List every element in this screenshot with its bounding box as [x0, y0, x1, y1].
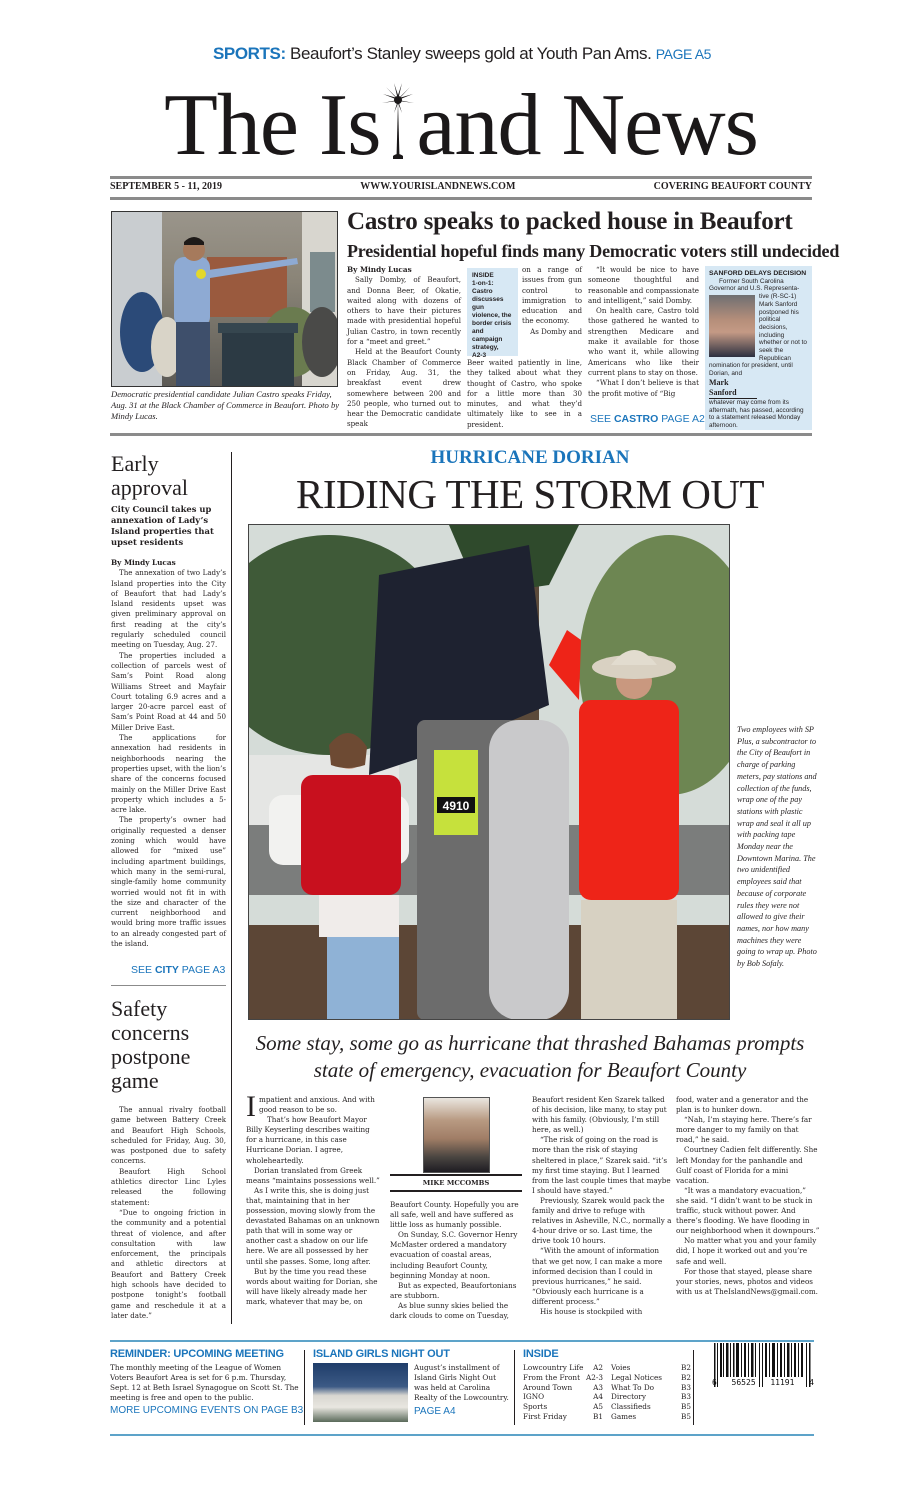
girls-night-text: August’s installment of Island Girls Night Out was held at Carolina Realty of the Lowcountry. [414, 1363, 509, 1402]
sanford-photo [709, 295, 755, 357]
inside-list-right [611, 1363, 691, 1422]
castro-column-2-top: on a range of issues from gun control to immigration to education and the economy. As Domby and [522, 265, 582, 336]
see-castro-link[interactable]: SEE CASTRO PAGE A2 [590, 413, 705, 425]
barcode-digit-1: 6 [712, 1378, 717, 1387]
inside-list-left [523, 1363, 603, 1422]
more-events-link[interactable]: MORE UPCOMING EVENTS ON PAGE B3 [110, 1405, 304, 1416]
girls-night-headline: ISLAND GIRLS NIGHT OUT [313, 1348, 450, 1360]
hurricane-deck: Some stay, some go as hurricane that thrashed Bahamas prompts state of emergency, evacuation for Beaufort County [255, 1031, 805, 1082]
meter-zone-number: 4910 [442, 799, 470, 813]
inside-item[interactable]: Legal Notices B2 [611, 1372, 691, 1382]
inside-item[interactable]: Games B5 [611, 1411, 691, 1421]
castro-column-1: By Mindy Lucas Sally Domby, of Beaufort, and Donna Beer, of Okatie, waited along with dozens of others to have their pictures made with presidential hopeful Julian Castro, in town recently for a “meet and greet.” Held at the Beaufort County Black Chamber of Commerce on Friday, Aug. 31, the breakfast event drew somewhere between 200 and 250 people, who turned out to hear the Democratic candidate speak [347, 265, 461, 429]
coverage-area: COVERING BEAUFORT COUNTY [653, 181, 812, 192]
castro-byline: By Mindy Lucas [347, 265, 412, 274]
hurricane-kicker: HURRICANE DORIAN [430, 447, 630, 468]
early-approval-headline[interactable]: Early approval [111, 451, 188, 500]
folio-rule-top [110, 176, 812, 179]
hurricane-column-4: food, water and a generator and the plan is to hunker down. “Nah, I’m staying here. There’s far more danger to my family on that road,” he said. Courtney Cadien felt differently. She left Monday for the panhandle and Gulf coast of Florida for a mini vacation. “It was a mandatory evacuation,” she said. “I didn’t want to be stuck in traffic, stuck without power. And there’s flooding. We have flooding in our neighborhood when it downpours.” No matter what you and your family did, I hope it worked out and you’re safe and well. For those that stayed, please share your stories, news, photos and videos with us at TheIslandNews@gmail.com. [676, 1095, 820, 1296]
columnist-name: MIKE MCCOMBS [422, 1179, 490, 1187]
castro-photo [111, 211, 338, 387]
masthead-title-right: and News [416, 77, 758, 174]
castro-column-2-bottom: Beer waited patiently in line, they talked about what they thought of Castro, who spoke for a little more than 30 minutes, and what they’d ultimately like to see in a president. [467, 358, 582, 429]
inside-item[interactable]: From the Front A2-3 [523, 1372, 603, 1382]
columnist-rule-top [390, 1174, 522, 1176]
hurricane-photo [248, 524, 730, 1020]
barcode-icon [712, 1343, 814, 1397]
hurricane-column-2: Beaufort County. Hopefully you are all safe, well and have suffered as little loss as humanly possible. On Sunday, S.C. Governor Henry McMaster ordered a mandatory evacuation of coastal areas, including Beaufort County, beginning Monday at noon. But as expected, Beaufortonians are stubborn. As blue sunny skies belied the dark clouds to come on Tuesday, [390, 1200, 519, 1321]
folio-line [110, 181, 812, 195]
early-approval-body: By Mindy Lucas The annexation of two Lady’s Island properties into the City of Beaufort that had Lady’s Island residents upset was given preliminary approval on first reading at the city’s regularly scheduled council meeting on Tuesday, Aug. 27. The properties included a collection of parcels west of Sam’s Point Road along Williams Street and Mayfair Court totaling 6.9 acres and a larger 20-acre parcel east of Sam’s Point Road at 44 and 50 Miller Drive East. The applications for annexation had residents in neighborhoods nearing the properties upset, with the lion’s share of the concerns focused mainly on the Miller Drive East property which includes a 5-acre lake. The property’s owner had originally requested a denser zoning which would have allowed for “mixed use” including apartment buildings, which many in the semi-rural, single-family home community worried would not fit in with the size and character of the current neighborhood and would bring more traffic issues to an already congested part of the island. [111, 558, 227, 948]
reminder-headline: REMINDER: UPCOMING MEETING [110, 1348, 284, 1360]
barcode-digit-4: 4 [809, 1378, 814, 1387]
left-column-rule [231, 452, 232, 1324]
girls-night-photo [313, 1363, 408, 1422]
see-city-link[interactable]: SEE CITY PAGE A3 [131, 964, 226, 976]
palmetto-tree-icon [380, 80, 416, 160]
footer-rule-bottom [110, 1434, 814, 1436]
castro-photo-caption: Democratic presidential candidate Julian Castro speaks Friday, Aug. 31 at the Black Chamber of Commerce in Beaufort. Photo by Mindy Lucas. [111, 389, 340, 421]
early-approval-deck: City Council takes up annexation of Lady’s Island properties that upset residents [111, 504, 214, 547]
girls-night-page-link[interactable]: PAGE A4 [414, 1406, 456, 1417]
inside-headline: INSIDE [523, 1348, 559, 1360]
website-link[interactable]: WWW.YOURISLANDNEWS.COM [360, 181, 516, 192]
left-column-divider [111, 985, 226, 986]
footer-rule-top [110, 1340, 814, 1342]
footer-divider-3 [693, 1350, 694, 1425]
footer-divider-1 [304, 1350, 305, 1425]
drop-cap: I [246, 1090, 256, 1123]
hurricane-headline[interactable]: RIDING THE STORM OUT [296, 471, 764, 517]
section-rule [110, 433, 812, 436]
hurricane-photo-caption: Two employees with SP Plus, a subcontractor to the City of Beaufort in charge of parking meters, pay stations and collection of the funds, wrap one of the pay stations with plastic wrap and seal it all up with packing tape Monday near the Downtown Marina. The two unidentified employees said that because of corporate rules they were not allowed to give their names, nor how many machines they were going to wrap up. Photo by Bob Sofaly. [737, 725, 817, 969]
columnist-photo [423, 1097, 490, 1173]
reminder-text: The monthly meeting of the League of Women Voters Beaufort Area is set for 6 p.m. Thursday, Sept. 12 at Beth Israel Synagogue on Scott St. The meeting is free and open to the public. [110, 1363, 299, 1402]
inside-item[interactable]: First Friday B1 [523, 1411, 603, 1421]
teaser-kicker: SPORTS: [212, 44, 286, 63]
castro-deck: Presidential hopeful finds many Democratic voters still undecided [347, 241, 840, 261]
hurricane-column-1: I mpatient and anxious. And with good reason to be so. That’s how Beaufort Mayor Billy Keyserling describes waiting for a hurricane, in this case Hurricane Dorian. I agree, wholeheartedly. Dorian translated from Greek means “maintains possessions well.” As I write this, she is doing just that, maintaining that in her possession, moving slowly from the devastated Bahamas on an unknown path that will in some way or another cast a shadow on our life here. We are all possessed by her until she passes. Some, long after. But by the time you read these words about waiting for Dorian, she will have likely already made her mark, whatever that may be, on [246, 1090, 380, 1306]
inside-item[interactable]: Sports A5 [523, 1402, 603, 1412]
reminder-box [110, 1348, 305, 1416]
safety-headline[interactable]: Safety concerns postpone game [111, 996, 191, 1093]
inside-item[interactable]: Voies B2 [611, 1363, 691, 1372]
castro-column-3: “It would be nice to have someone thoughtful and reasonable and compassionate and intelligent,” said Domby. On health care, Castro told those gathered he wanted to strengthen Medicare and make it available for those who want it, while allowing Americans who like their current plans to stay on those. “What I don’t believe is that the profit motive of “Big [588, 265, 699, 398]
inside-index [523, 1348, 695, 1422]
barcode-digit-2: 56525 [731, 1378, 756, 1387]
inside-item[interactable]: Classifieds B5 [611, 1402, 691, 1412]
sanford-headline: SANFORD DELAYS DECISION [709, 270, 807, 277]
castro-inside-box[interactable]: INSIDE 1-on-1: Castro discusses gun violence, the border crisis and campaign strategy, A2-3 [467, 268, 518, 356]
castro-headline[interactable]: Castro speaks to packed house in Beaufort [347, 208, 793, 235]
inside-item[interactable]: IGNO A4 [523, 1392, 603, 1402]
footer-divider-2 [514, 1350, 515, 1425]
hurricane-column-3: Beaufort resident Ken Szarek talked of his decision, like many, to stay put with his family. (Obviously, I’m still here, as well.) “The risk of going on the road is more than the risk of staying sheltered in place,” Szarek said. “it’s my first time staying. But I learned from the last couple times that maybe I should have stayed.” Previously, Szarek would pack the family and drive to refuge with relatives in Asheville, N.C., normally a 4-hour drive or so. Last time, the drive took 10 hours. “With the amount of information that we get now, I can make a more informed decision than I could in previous hurricanes,” he said. “Obviously each hurricane is a different process.” His house is stockpiled with [532, 1095, 672, 1316]
barcode-digit-3: 11191 [770, 1378, 795, 1387]
inside-item[interactable]: Around Town A3 [523, 1382, 603, 1392]
safety-body: The annual rivalry football game between Battery Creek and Beaufort High Schools, scheduled for Friday, Aug. 30, was postponed due to safety concerns. Beaufort High School athletics director Linc Lyles released the following statement: “Due to ongoing friction in the community and a potential threat of violence, and after consultation with law enforcement, the principals and athletic directors at Beaufort and Battery Creek high schools have decided to postpone tonight’s football game and reschedule it at a later date.” [111, 1105, 226, 1320]
sports-teaser[interactable] [0, 44, 924, 64]
masthead-title-left: The Is [164, 77, 381, 174]
inside-item[interactable]: Lowcountry Life A2 [523, 1363, 603, 1372]
inside-item[interactable]: What To Do B3 [611, 1382, 691, 1392]
folio-rule-bottom [110, 197, 812, 200]
teaser-page-link[interactable]: PAGE A5 [655, 46, 712, 62]
girls-night-box [313, 1348, 509, 1422]
teaser-text: Beaufort’s Stanley sweeps gold at Youth Pan Ams. [290, 44, 652, 63]
issue-date: SEPTEMBER 5 - 11, 2019 [110, 181, 222, 192]
sanford-photo-name: Mark Sanford [709, 378, 757, 399]
inside-item[interactable]: Directory B3 [611, 1392, 691, 1402]
sanford-sidebar: SANFORD DELAYS DECISION Former South Carolina Governor and U.S. Representa- tive (R-SC-1) Mark Sanford postponed his political decisions, including whether or not to seek the Republican nomination for president, until Dorian, and Mark Sanford whatever may come from its aftermath, has passed, according to a statement released Monday afternoon. [705, 266, 812, 430]
masthead-title [108, 78, 814, 173]
columnist-rule-bottom [390, 1190, 522, 1192]
